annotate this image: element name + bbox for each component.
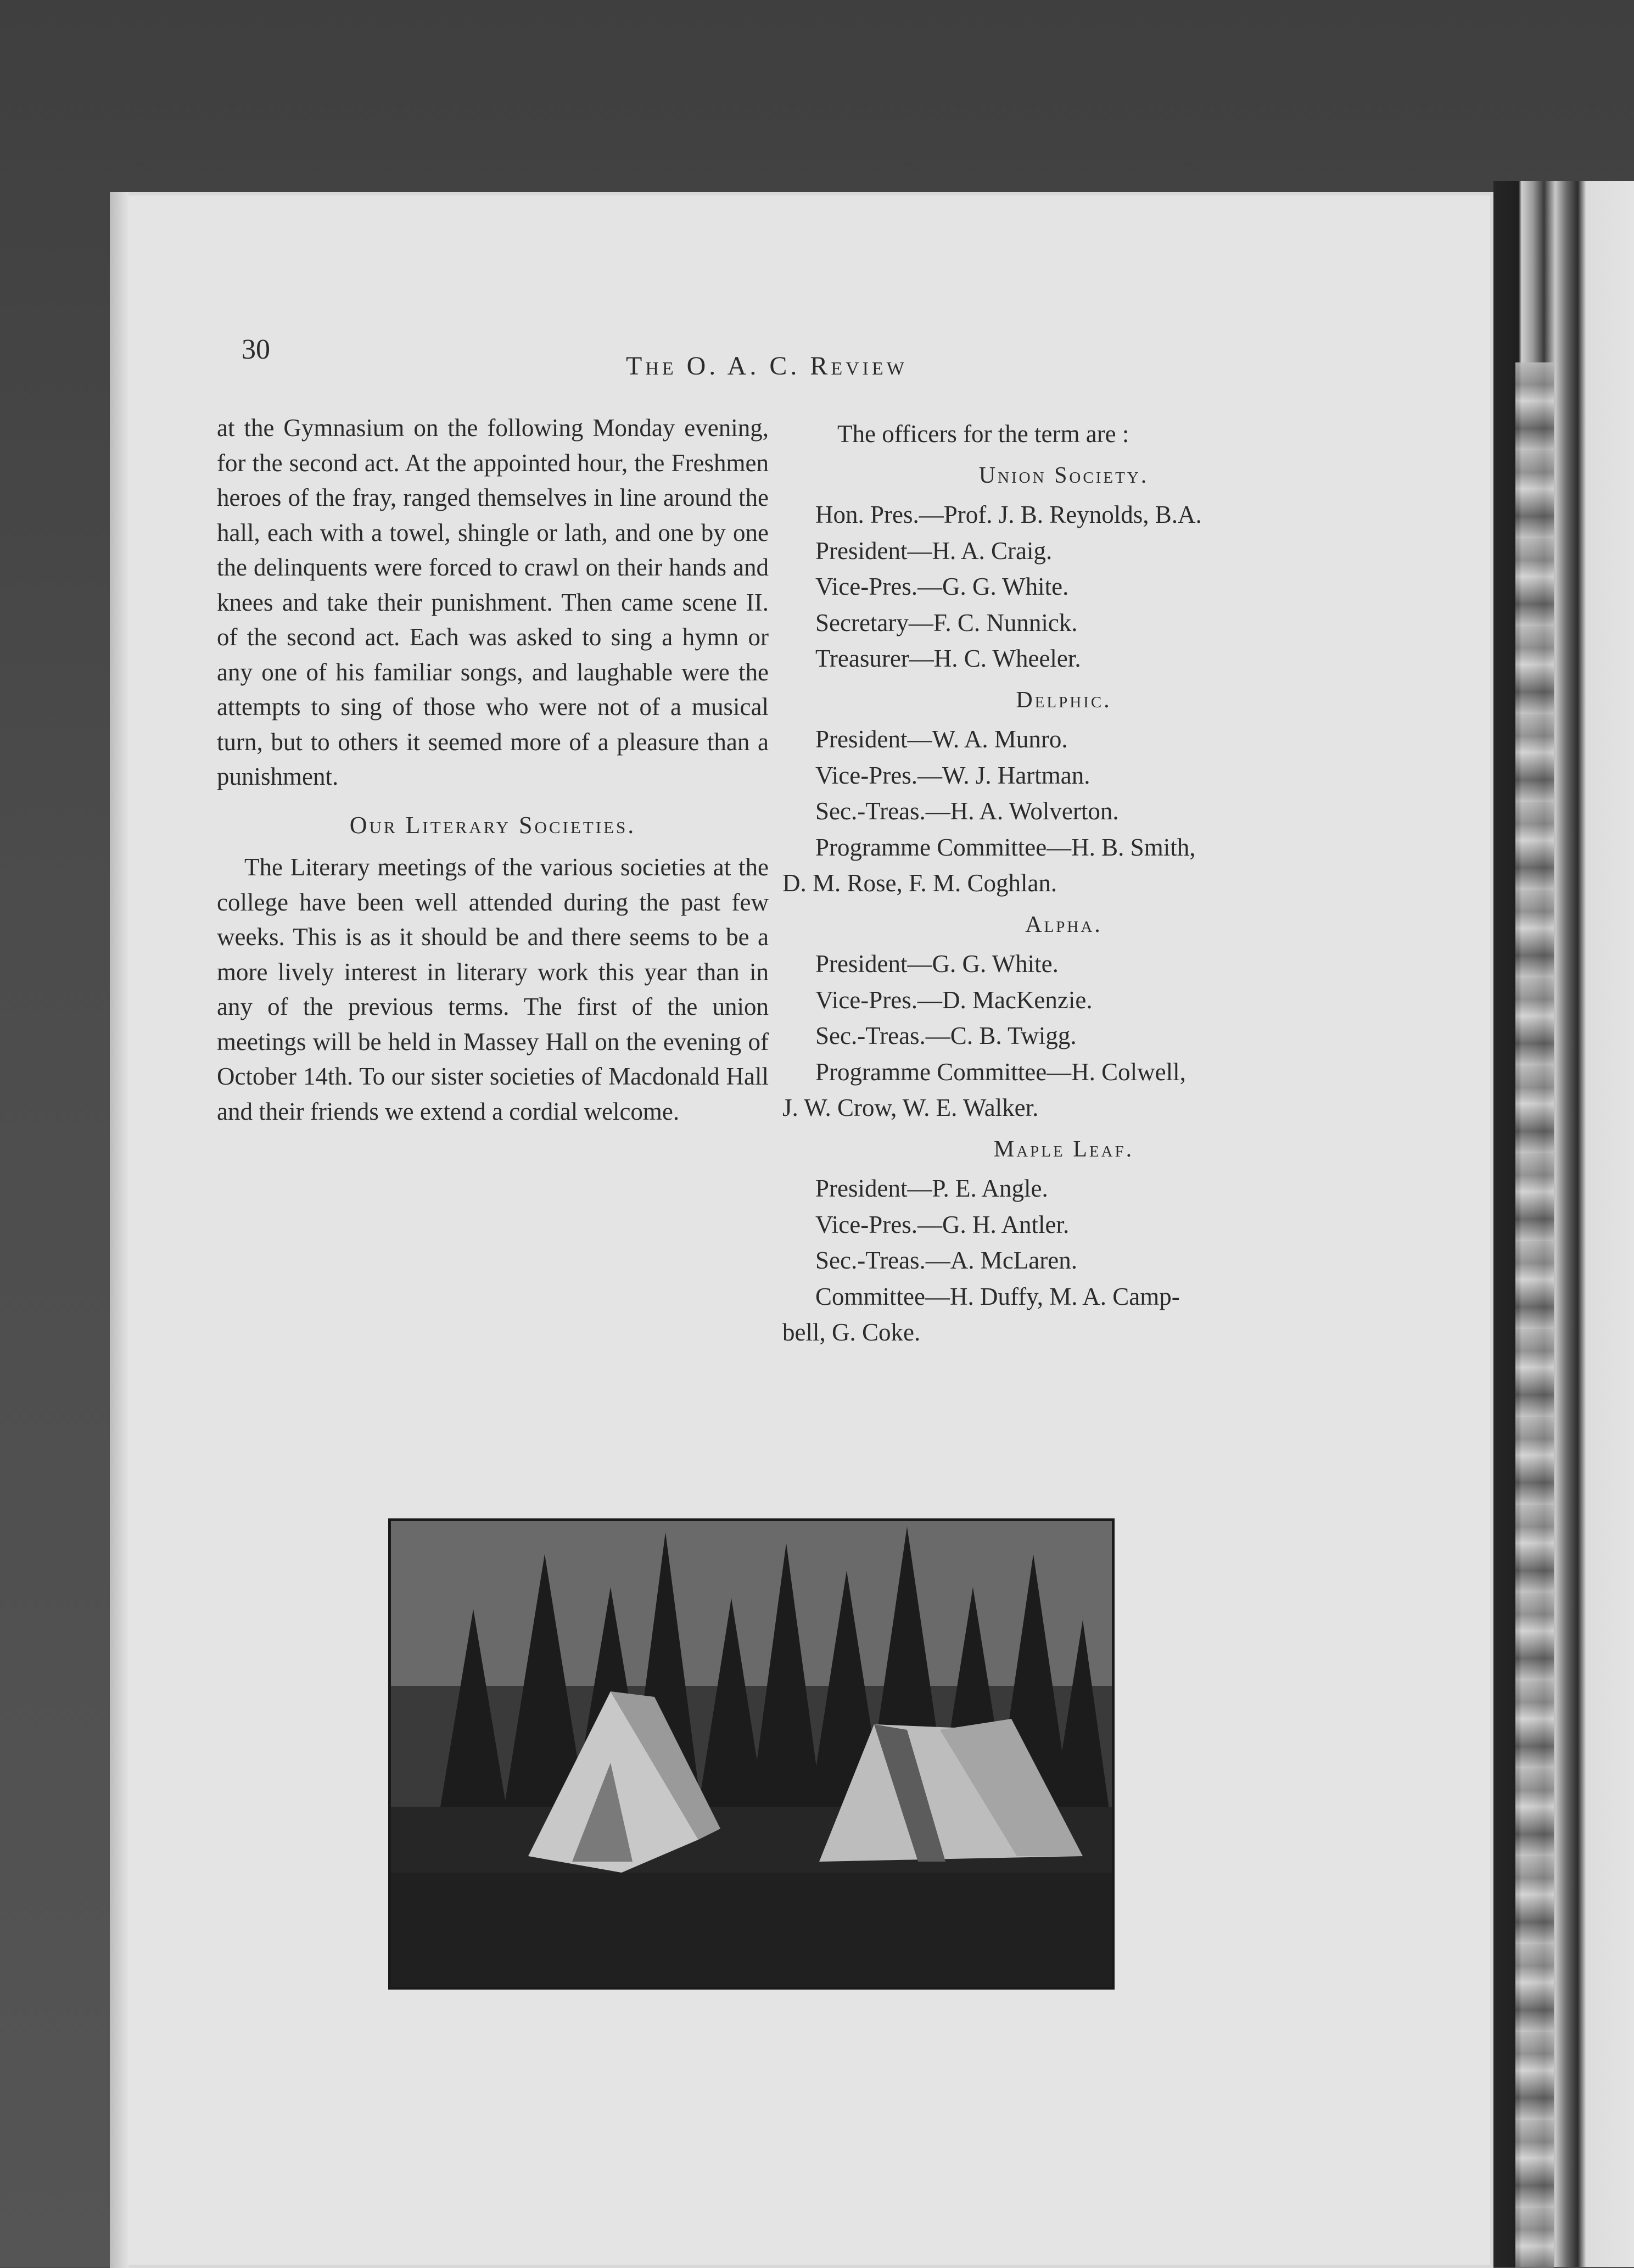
- book-binding: [1493, 181, 1634, 2267]
- officer-line: Hon. Pres.—Prof. J. B. Reynolds, B.A.: [815, 501, 1202, 528]
- section-heading: Our Literary Societies.: [349, 811, 636, 839]
- society-heading: Maple Leaf.: [993, 1136, 1134, 1162]
- officer-line: Secretary—F. C. Nunnick.: [815, 608, 1078, 636]
- officer-line: Vice-Pres.—G. H. Antler.: [815, 1210, 1070, 1238]
- page-number: 30: [242, 334, 270, 365]
- running-head: The O. A. C. Review: [626, 351, 908, 381]
- officer-line: President—W. A. Munro.: [815, 725, 1068, 753]
- officer-line: Sec.-Treas.—A. McLaren.: [815, 1247, 1077, 1274]
- officer-line: Vice-Pres.—G. G. White.: [815, 573, 1069, 600]
- officer-line: President—G. G. White.: [815, 950, 1059, 977]
- officer-line: Treasurer—H. C. Wheeler.: [815, 645, 1081, 672]
- officer-line: Committee—H. Duffy, M. A. Camp-: [815, 1282, 1180, 1310]
- officer-line: Vice-Pres.—D. MacKenzie.: [815, 986, 1093, 1014]
- camp-photo-image: [391, 1521, 1112, 1987]
- binding-tape: [1515, 362, 1554, 2268]
- society-heading: Union Society.: [978, 462, 1149, 488]
- officers-intro: The officers for the term are :: [837, 420, 1129, 448]
- officer-line: Programme Committee—H. B. Smith,: [815, 833, 1196, 861]
- officer-line: President—H. A. Craig.: [815, 537, 1053, 565]
- officer-line: Programme Committee—H. Colwell,: [815, 1058, 1186, 1086]
- continuation-paragraph: at the Gymnasium on the following Monday evening, for the second act. At the appointed hour, the Freshmen heroes of the fray, ranged themselves in line around the hall, each with a towel, shingle or lath, and one by one the delinquents were forced to crawl on their hands and knees and take their punishment. Then came scene II. of the second act. Each was asked to sing a hymn or any one of his familiar songs, and laughable were the attempts to sing of those who were not of a musical turn, but to others it seemed more of a pleasure than a punishment.: [217, 414, 769, 790]
- officer-line: J. W. Crow, W. E. Walker.: [782, 1094, 1039, 1121]
- left-column: [217, 411, 769, 1129]
- officer-line: Sec.-Treas.—C. B. Twigg.: [815, 1022, 1077, 1049]
- society-heading: Delphic.: [1016, 687, 1112, 713]
- officer-line: D. M. Rose, F. M. Coghlan.: [782, 869, 1057, 897]
- officer-line: Vice-Pres.—W. J. Hartman.: [815, 761, 1090, 789]
- camp-photo: [388, 1518, 1115, 1990]
- officer-line: Sec.-Treas.—H. A. Wolverton.: [815, 797, 1119, 825]
- society-heading: Alpha.: [1025, 912, 1103, 937]
- officer-line: bell, G. Coke.: [782, 1319, 921, 1346]
- officer-line: President—P. E. Angle.: [815, 1175, 1048, 1202]
- literary-paragraph: The Literary meetings of the various societies at the college have been well attended during the past few weeks. This is as it should be and there seems to be a more lively interest in literary work this year than in any of the previous terms. The first of the union meetings will be held in Massey Hall on the evening of October 14th. To our sister societies of Macdonald Hall and their friends we extend a cordial welcome.: [217, 853, 769, 1125]
- right-column: [782, 416, 1345, 1351]
- page-edge: [110, 192, 128, 2268]
